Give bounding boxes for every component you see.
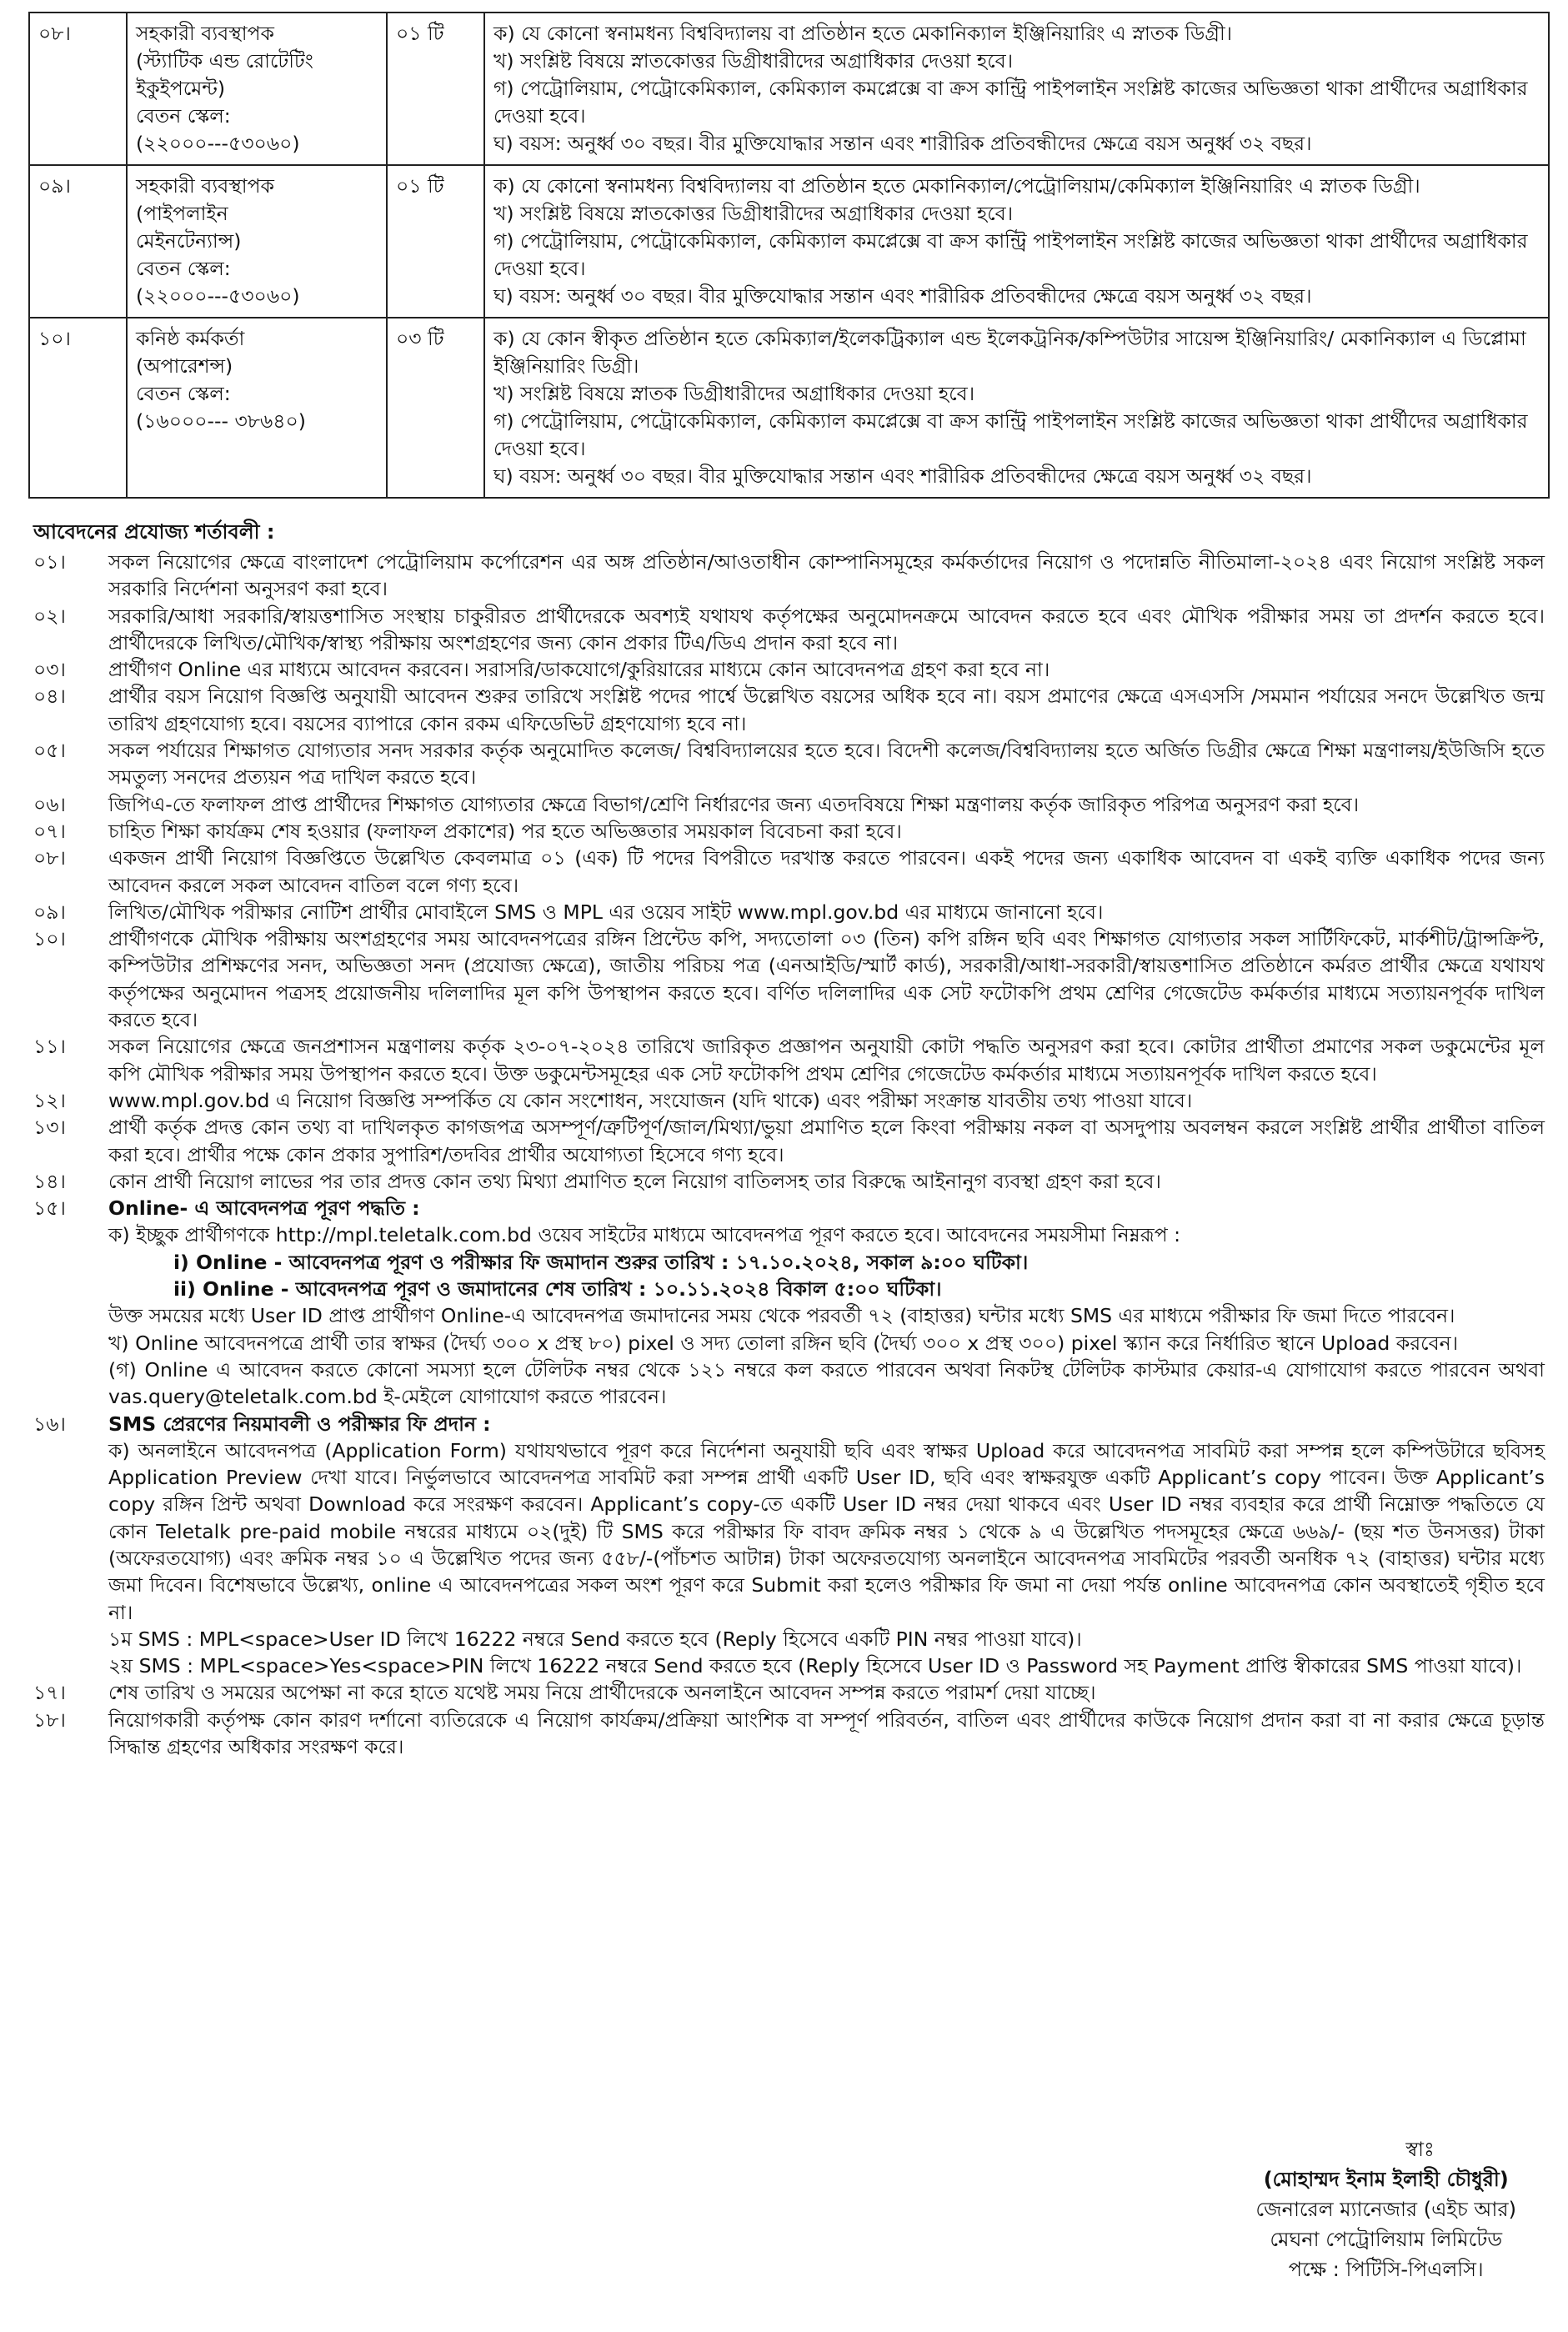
term-body [108,818,1550,845]
requirement-item: ঘ) বয়স: অনুর্ধ্ব ৩০ বছর। বীর মুক্তিযোদ্ধার সন্তান এবং শারীরিক প্রতিবন্ধীদের ক্ষেত্রে বয়স অনুর্ধ্ব ৩২ বছর। [493,284,1312,308]
term-number: ১৭। [33,1681,66,1705]
post-serial: ০৮। [29,13,127,165]
term-item [28,656,1550,683]
term-body [108,683,1550,737]
post-title-cell [127,165,387,318]
post-row [29,165,1549,318]
post-title-line: কনিষ্ঠ কর্মকর্তা [136,327,245,350]
term-item [28,818,1550,845]
signature-label: স্বাঃ [1405,2138,1435,2161]
term-number: ১৫। [33,1196,66,1221]
term-item [28,1411,1550,1680]
requirement-item: ঘ) বয়স: অনুর্ধ্ব ৩০ বছর। বীর মুক্তিযোদ্ধার সন্তান এবং শারীরিক প্রতিবন্ধীদের ক্ষেত্রে বয়স অনুর্ধ্ব ৩২ বছর। [493,132,1312,155]
post-row [29,13,1549,165]
term-body [108,549,1550,603]
term-body [108,1087,1550,1114]
term-paragraph: লিখিত/মৌখিক পরীক্ষার নোটিশ প্রার্থীর মোবাইলে SMS ও MPL এর ওয়েব সাইট www.mpl.gov.bd এর মাধ্যমে জানানো হবে। [108,900,1104,924]
signature-block [1255,2134,1516,2284]
post-title-cell [127,318,387,498]
term-number: ১১। [33,1035,66,1059]
post-count: ০১ টি [387,165,484,318]
term-body [108,1033,1550,1087]
term-paragraph: চাহিত শিক্ষা কার্যক্রম শেষ হওয়ার (ফলাফল প্রকাশের) পর হতে অভিজ্ঞতার সময়কাল বিবেচনা করা হবে। [108,819,902,843]
term-number: ০৭। [33,819,66,843]
term-paragraph: ২য় SMS : MPL<space>Yes<space>PIN লিখে 16222 নম্বরে Send করতে হবে (Reply হিসেবে User ID ও Password সহ Payment প্রাপ্তি স্বীকারের SMS পাওয়া যাবে)। [108,1654,1522,1678]
post-title-line: (১৬০০০--- ৩৮৬৪০) [136,409,306,433]
requirement-item: ঘ) বয়স: অনুর্ধ্ব ৩০ বছর। বীর মুক্তিযোদ্ধার সন্তান এবং শারীরিক প্রতিবন্ধীদের ক্ষেত্রে বয়স অনুর্ধ্ব ৩২ বছর। [493,464,1312,488]
post-requirements [484,13,1549,165]
requirement-item: ক) যে কোন স্বীকৃত প্রতিষ্ঠান হতে কেমিক্যাল/ইলেকট্রিক্যাল এন্ড ইলেকট্রনিক/কম্পিউটার সায়েন্স ইঞ্জিনিয়ারিং/ মেকানিক্যাল এ ডিপ্লোমা ইঞ্জিনিয়ারিং ডিগ্রী। [493,327,1526,378]
term-item [28,845,1550,899]
term-number: ১০। [33,927,66,951]
post-title-line: সহকারী ব্যবস্থাপক [136,22,274,45]
requirement-item: খ) সংশ্লিষ্ট বিষয়ে স্নাতক ডিগ্রীধারীদের অগ্রাধিকার দেওয়া হবে। [493,382,975,405]
term-number: ০৯। [33,900,66,924]
term-number: ১৪। [33,1169,66,1193]
term-item [28,737,1550,791]
post-title-line: ইকুইপমেন্ট) [136,77,225,100]
term-body [108,1168,1550,1195]
term-paragraph: সকল নিয়োগের ক্ষেত্রে বাংলাদেশ পেট্রোলিয়াম কর্পোরেশন এর অঙ্গ প্রতিষ্ঠান/আওতাধীন কোম্পানিসমূহের কর্মকর্তাদের নিয়োগ ও পদোন্নতি নীতিমালা-২০২৪ এবং নিয়োগ সংশ্লিষ্ট সকল সরকারি নির্দেশনা অনুসরণ করা হবে। [108,550,1545,601]
terms-list [28,549,1550,1760]
term-item [28,925,1550,1033]
post-title-line: বেতন স্কেল: [136,104,231,128]
term-item [28,1679,1550,1706]
term-paragraph: খ) Online আবেদনপত্রে প্রার্থী তার স্বাক্ষর (দৈর্ঘ্য ৩০০ x প্রস্থ ৮০) pixel ও সদ্য তোলা রঙ্গিন ছবি (দৈর্ঘ্য ৩০০ x প্রস্থ ৩০০) pixel স্ক্যান করে নির্ধারিত স্থানে Upload করবেন। [108,1331,1459,1355]
term-number: ১৬। [33,1412,66,1436]
term-paragraph: ক) অনলাইনে আবেদনপত্র (Application Form) যথাযথভাবে পূরণ করে নির্দেশনা অনুযায়ী ছবি এবং স্বাক্ষর Upload করে আবেদনপত্র সাবমিট করা সম্পন্ন হলে কম্পিউটারে ছবিসহ Application Preview দেখা যাবে। নির্ভুলভাবে আবেদনপত্র সাবমিট করা সম্পন্ন প্রার্থী একটি User ID, ছবি এবং স্বাক্ষরযুক্ত একটি Applicant’s copy পাবেন। উক্ত Applicant’s copy রঙ্গিন প্রিন্ট অথবা Download করে সংরক্ষণ করবেন। Applicant’s copy-তে একটি User ID নম্বর দেয়া থাকবে এবং User ID নম্বর ব্যবহার করে প্রার্থী নিম্নোক্ত পদ্ধতিতে যে কোন Teletalk pre-paid mobile নম্বরের মাধ্যমে ০২(দুই) টি SMS করে পরীক্ষার ফি বাবদ ক্রমিক নম্বর ১ থেকে ৯ এ উল্লেখিত পদসমূহের ক্ষেত্রে ৬৬৯/- (ছয় শত উনসত্তর) টাকা (অফেরতযোগ্য) এবং ক্রমিক নম্বর ১০ এ উল্লেখিত পদের জন্য ৫৫৮/-(পাঁচশত আটান্ন) টাকা অফেরতযোগ্য অনলাইনে আবেদনপত্র সাবমিটের পরবর্তী অনধিক ৭২ (বাহাত্তর) ঘন্টার মধ্যে জমা দিবেন। বিশেষভাবে উল্লেখ্য, online এ আবেদনপত্রের সকল অংশ পূরণ করে Submit করা হলেও পরীক্ষার ফি জমা না দেয়া পর্যন্ত online আবেদনপত্র কোন অবস্থাতেই গৃহীত হবে না। [108,1438,1545,1624]
term-body [108,1411,1550,1680]
term-item [28,1168,1550,1195]
requirement-item: গ) পেট্রোলিয়াম, পেট্রোকেমিক্যাল, কেমিক্যাল কমপ্লেক্সে বা ক্রস কান্ট্রি পাইপলাইন সংশ্লিষ্ট কাজের অভিজ্ঞতা থাকা প্রার্থীদের অগ্রাধিকার দেওয়া হবে। [493,229,1528,280]
term-paragraph: নিয়োগকারী কর্তৃপক্ষ কোন কারণ দর্শানো ব্যতিরেকে এ নিয়োগ কার্যক্রম/প্রক্রিয়া আংশিক বা সম্পূর্ণ পরিবর্তন, বাতিল এবং প্রার্থীদের কাউকে নিয়োগ প্রদান করা বা না করার ক্ষেত্রে চূড়ান্ত সিদ্ধান্ত গ্রহণের অধিকার সংরক্ষণ করে। [108,1708,1545,1759]
term-body [108,1114,1550,1168]
term-paragraph: সরকারি/আধা সরকারি/স্বায়ত্তশাসিত সংস্থায় চাকুরীরত প্রার্থীদেরকে অবশ্যই যথাযথ কর্তৃপক্ষের অনুমোদনক্রমে আবেদন করতে হবে এবং মৌখিক পরীক্ষার সময় তা প্রদর্শন করতে হবে। প্রার্থীদেরকে লিখিত/মৌখিক/স্বাস্থ্য পরীক্ষায় অংশগ্রহণের জন্য কোন প্রকার টিএ/ডিএ প্রদান করা হবে না। [108,604,1545,654]
term-item [28,1087,1550,1114]
term-heading: Online- এ আবেদনপত্র পূরণ পদ্ধতি : [108,1196,420,1221]
term-paragraph: ১ম SMS : MPL<space>User ID লিখে 16222 নম্বরে Send করতে হবে (Reply হিসেবে একটি PIN নম্বর পাওয়া যাবে)। [108,1627,1082,1651]
term-number: ০৬। [33,792,66,816]
term-number: ০১। [33,550,66,574]
post-title-line: (অপারেশন্স) [136,354,233,378]
signatory-designation: জেনারেল ম্যানেজার (এইচ আর) [1255,2198,1516,2221]
term-paragraph: জিপিএ-তে ফলাফল প্রাপ্ত প্রার্থীদের শিক্ষাগত যোগ্যতার ক্ষেত্রে বিভাগ/শ্রেণি নির্ধারণের জন্য এতদবিষয়ে শিক্ষা মন্ত্রণালয় কর্তৃক জারিকৃত পরিপত্র অনুসরণ করা হবে। [108,792,1360,816]
term-body [108,737,1550,791]
term-item [28,791,1550,818]
term-number: ০৫। [33,739,66,763]
term-paragraph: i) Online - আবেদনপত্র পূরণ ও পরীক্ষার ফি জমাদান শুরুর তারিখ : ১৭.১০.২০২৪, সকাল ৯:০০ ঘটিকা। [173,1250,1029,1274]
term-number: ০৪। [33,685,66,709]
term-body [108,1707,1550,1761]
term-number: ১২। [33,1088,66,1112]
post-title-line: বেতন স্কেল: [136,257,231,280]
term-number: ১৮। [33,1708,66,1732]
post-row [29,318,1549,498]
term-body [108,1679,1550,1706]
term-body [108,656,1550,683]
post-title-line: (২২০০০---৫৩০৬০) [136,132,300,155]
term-paragraph: (গ) Online এ আবেদন করতে কোনো সমস্যা হলে টেলিটক নম্বর থেকে ১২১ নম্বরে কল করতে পারবেন অথবা নিকটস্থ টেলিটক কাস্টমার কেয়ার-এ যোগাযোগ করতে পারবেন অথবা vas.query@teletalk.com.bd ই-মেইলে যোগাযোগ করতে পারবেন। [108,1357,1545,1409]
term-paragraph: প্রার্থীগণ Online এর মাধ্যমে আবেদন করবেন। সরাসরি/ডাকযোগে/কুরিয়ারের মাধ্যমে কোন আবেদনপত্র গ্রহণ করা হবে না। [108,658,1050,682]
post-title-line: মেইনটেন্যান্স) [136,229,242,253]
term-number: ০৮। [33,846,66,870]
term-paragraph: সকল নিয়োগের ক্ষেত্রে জনপ্রশাসন মন্ত্রণালয় কর্তৃক ২৩-০৭-২০২৪ তারিখে জারিকৃত প্রজ্ঞাপন অনুযায়ী কোটা পদ্ধতি অনুসরণ করা হবে। কোটার প্রার্থীতা প্রমাণের সকল ডকুমেন্টের মূল কপি মৌখিক পরীক্ষার সময় উপস্থাপন করতে হবে। উক্ত ডকুমেন্টসমূহের এক সেট ফটোকপি প্রথম শ্রেণির গেজেটেড কর্মকর্তার মাধ্যমে সত্যায়নপূর্বক দাখিল করতে হবে। [108,1035,1545,1086]
signatory-on-behalf: পক্ষে : পিটিসি-পিএলসি। [1288,2258,1484,2281]
term-paragraph: উক্ত সময়ের মধ্যে User ID প্রাপ্ত প্রার্থীগণ Online-এ আবেদনপত্র জমাদানের সময় থেকে পরবর্তী ৭২ (বাহাত্তর) ঘন্টার মধ্যে SMS এর মাধ্যমে পরীক্ষার ফি জমা দিতে পারবেন। [108,1304,1455,1328]
post-title-line: বেতন স্কেল: [136,382,231,405]
requirement-item: ক) যে কোনো স্বনামধন্য বিশ্ববিদ্যালয় বা প্রতিষ্ঠান হতে মেকানিক্যাল ইঞ্জিনিয়ারিং এ স্নাতক ডিগ্রী। [493,22,1233,45]
post-requirements [484,165,1549,318]
term-paragraph: www.mpl.gov.bd এ নিয়োগ বিজ্ঞপ্তি সম্পর্কিত যে কোন সংশোধন, সংযোজন (যদি থাকে) এবং পরীক্ষা সংক্রান্ত যাবতীয় তথ্য পাওয়া যাবে। [108,1088,1193,1112]
term-paragraph: প্রার্থীর বয়স নিয়োগ বিজ্ঞপ্তি অনুযায়ী আবেদন শুরুর তারিখে সংশ্লিষ্ট পদের পার্শ্বে উল্লেখিত বয়সের অধিক হবে না। বয়স প্রমাণের ক্ষেত্রে এসএসসি /সমমান পর্যায়ের সনদে উল্লেখিত জন্ম তারিখ গ্রহণযোগ্য হবে। বয়সের ব্যাপারে কোন রকম এফিডেভিট গ্রহণযোগ্য হবে না। [108,685,1545,735]
post-serial: ১০। [29,318,127,498]
term-paragraph: প্রার্থী কর্তৃক প্রদত্ত কোন তথ্য বা দাখিলকৃত কাগজপত্র অসম্পূর্ণ/ত্রুটিপূর্ণ/জাল/মিথ্যা/ভুয়া প্রমাণিত হলে কিংবা পরীক্ষায় নকল বা অসদুপায় অবলম্বন করলে সংশ্লিষ্ট প্রার্থীর প্রার্থীতা বাতিল করা হবে। প্রার্থীর পক্ষে কোন প্রকার সুপারিশ/তদবির প্রার্থীর অযোগ্যতা হিসেবে গণ্য হবে। [108,1116,1545,1166]
term-body [108,791,1550,818]
term-number: ০৩। [33,658,66,682]
post-title-line: (পাইপলাইন [136,202,228,225]
term-item [28,683,1550,737]
term-body [108,925,1550,1033]
posts-table [28,12,1550,499]
post-title-cell [127,13,387,165]
term-item [28,1114,1550,1168]
term-body [108,899,1550,925]
term-item [28,1707,1550,1761]
term-item [28,603,1550,657]
requirement-item: গ) পেট্রোলিয়াম, পেট্রোকেমিক্যাল, কেমিক্যাল কমপ্লেক্সে বা ক্রস কান্ট্রি পাইপলাইন সংশ্লিষ্ট কাজের অভিজ্ঞতা থাকা প্রার্থীদের অগ্রাধিকার দেওয়া হবে। [493,77,1528,128]
term-number: ১৩। [33,1116,66,1140]
post-serial: ০৯। [29,165,127,318]
post-title-line: (২২০০০---৫৩০৬০) [136,284,300,308]
term-number: ০২। [33,604,66,628]
term-paragraph: শেষ তারিখ ও সময়ের অপেক্ষা না করে হাতে যথেষ্ট সময় নিয়ে প্রার্থীদেরকে অনলাইনে আবেদন সম্পন্ন করতে পরামর্শ দেয়া যাচ্ছে। [108,1681,1096,1705]
post-requirements [484,318,1549,498]
term-item [28,549,1550,603]
term-paragraph: প্রার্থীগণকে মৌখিক পরীক্ষায় অংশগ্রহণের সময় আবেদনপত্রের রঙ্গিন প্রিন্টেড কপি, সদ্যতোলা ০৩ (তিন) কপি রঙ্গিন ছবি এবং শিক্ষাগত যোগ্যতার সকল সার্টিফিকেট, মার্কশীট/ট্রান্সক্রিপ্ট, কম্পিউটার প্রশিক্ষণের সনদ, অভিজ্ঞতা সনদ (প্রযোজ্য ক্ষেত্রে), জাতীয় পরিচয় পত্র (এনআইডি/স্মার্ট কার্ড), সরকারী/আধা-সরকারী/স্বায়ত্তশাসিত প্রতিষ্ঠানে কর্মরত প্রার্থীর ক্ষেত্রে যথাযথ কর্তৃপক্ষের অনুমোদন পত্রসহ প্রয়োজনীয় দলিলাদির মূল কপি উপস্থাপন করতে হবে। বর্ণিত দলিলাদির এক সেট ফটোকপি প্রথম শ্রেণির গেজেটেড কর্মকর্তার মাধ্যমে সত্যায়নপূর্বক দাখিল করতে হবে। [108,927,1545,1032]
requirement-item: গ) পেট্রোলিয়াম, পেট্রোকেমিক্যাল, কেমিক্যাল কমপ্লেক্সে বা ক্রস কান্ট্রি পাইপলাইন সংশ্লিষ্ট কাজের অভিজ্ঞতা থাকা প্রার্থীদের অগ্রাধিকার দেওয়া হবে। [493,409,1528,460]
term-item [28,1195,1550,1410]
term-heading: SMS প্রেরণের নিয়মাবলী ও পরীক্ষার ফি প্রদান : [108,1412,491,1436]
term-paragraph: সকল পর্যায়ের শিক্ষাগত যোগ্যতার সনদ সরকার কর্তৃক অনুমোদিত কলেজ/ বিশ্ববিদ্যালয়ের হতে হবে। বিদেশী কলেজ/বিশ্ববিদ্যালয় হতে অর্জিত ডিগ্রীর ক্ষেত্রে শিক্ষা মন্ত্রণালয়/ইউজিসি হতে সমতুল্য সনদের প্রত্যয়ন পত্র দাখিল করতে হবে। [108,739,1545,790]
term-paragraph: একজন প্রার্থী নিয়োগ বিজ্ঞপ্তিতে উল্লেখিত কেবলমাত্র ০১ (এক) টি পদের বিপরীতে দরখাস্ত করতে পারবেন। একই পদের জন্য একাধিক আবেদন বা একই ব্যক্তি একাধিক পদের জন্য আবেদন করলে সকল আবেদন বাতিল বলে গণ্য হবে। [108,846,1545,897]
requirement-item: খ) সংশ্লিষ্ট বিষয়ে স্নাতকোত্তর ডিগ্রীধারীদের অগ্রাধিকার দেওয়া হবে। [493,49,1014,73]
term-paragraph: ii) Online - আবেদনপত্র পূরণ ও জমাদানের শেষ তারিখ : ১০.১১.২০২৪ বিকাল ৫:০০ ঘটিকা। [173,1277,942,1301]
requirement-item: খ) সংশ্লিষ্ট বিষয়ে স্নাতকোত্তর ডিগ্রীধারীদের অগ্রাধিকার দেওয়া হবে। [493,202,1014,225]
term-body [108,603,1550,657]
post-count: ০১ টি [387,13,484,165]
post-title-line: সহকারী ব্যবস্থাপক [136,174,274,198]
term-paragraph: ক) ইচ্ছুক প্রার্থীগণকে http://mpl.teletalk.com.bd ওয়েব সাইটের মাধ্যমে আবেদনপত্র পূরণ করতে হবে। আবেদনের সময়সীমা নিম্নরূপ : [108,1223,1181,1247]
term-body [108,845,1550,899]
signatory-company: মেঘনা পেট্রোলিয়াম লিমিটেড [1270,2228,1503,2251]
post-title-line: (স্ট্যাটিক এন্ড রোটেটিং [136,49,313,73]
requirement-item: ক) যে কোনো স্বনামধন্য বিশ্ববিদ্যালয় বা প্রতিষ্ঠান হতে মেকানিক্যাল/পেট্রোলিয়াম/কেমিক্যাল ইঞ্জিনিয়ারিং এ স্নাতক ডিগ্রী। [493,174,1420,198]
term-paragraph: কোন প্রার্থী নিয়োগ লাভের পর তার প্রদত্ত কোন তথ্য মিথ্যা প্রমাণিত হলে নিয়োগ বাতিলসহ তার বিরুদ্ধে আইনানুগ ব্যবস্থা গ্রহণ করা হবে। [108,1169,1161,1193]
post-count: ০৩ টি [387,318,484,498]
term-item [28,899,1550,925]
signatory-name: (মোহাম্মদ ইনাম ইলাহী চৌধুরী) [1263,2168,1509,2191]
term-body [108,1195,1550,1410]
term-item [28,1033,1550,1087]
terms-title: আবেদনের প্রযোজ্য শর্তাবলী : [33,520,275,544]
